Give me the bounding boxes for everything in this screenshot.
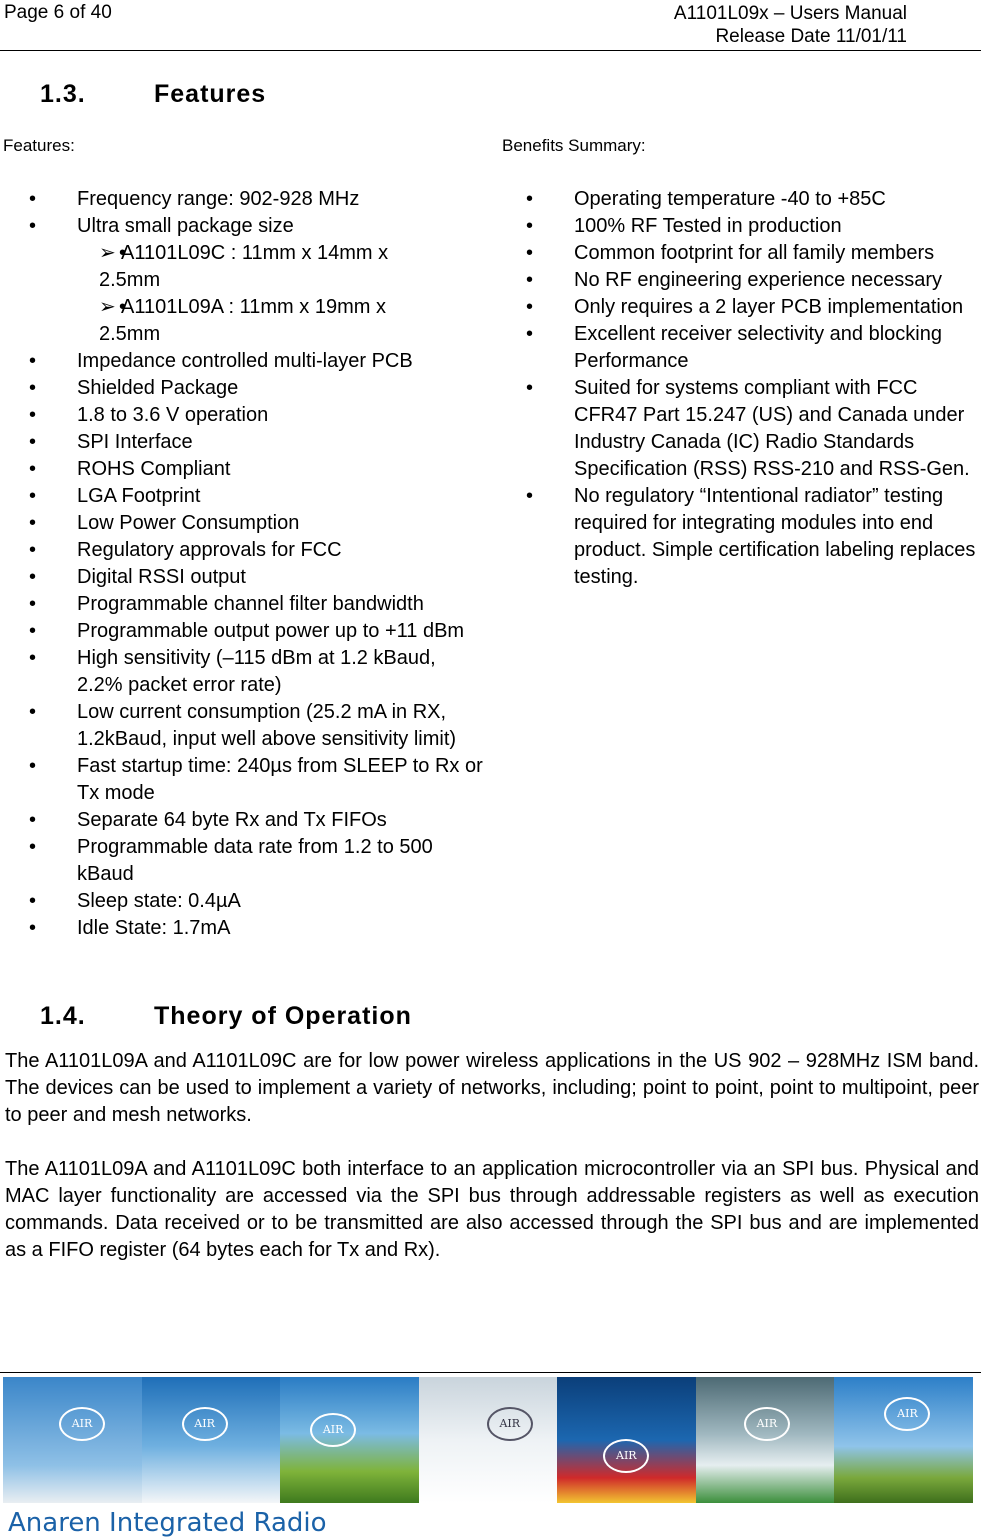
section-title: Features: [154, 80, 267, 108]
list-item: • Digital RSSI output: [3, 564, 483, 591]
list-item: • Programmable channel filter bandwidth: [3, 591, 483, 618]
section-number: 1.4.: [40, 1002, 86, 1030]
list-item: • High sensitivity (–115 dBm at 1.2 kBaud, 2.2% packet error rate): [3, 645, 483, 699]
list-item: • Programmable data rate from 1.2 to 500 kBaud: [3, 834, 483, 888]
package-size-list: [77, 240, 483, 348]
list-item: • Low current consumption (25.2 mA in RX, 1.2kBaud, input well above sensitivity limit): [3, 699, 483, 753]
arrow-bullet-icon: ➢: [99, 242, 116, 264]
list-item: • Fast startup time: 240µs from SLEEP to Rx or Tx mode: [3, 753, 483, 807]
release-date: Release Date 11/01/11: [715, 26, 907, 47]
brand-logo-text: Anaren Integrated Radio: [8, 1508, 327, 1538]
benefits-list: [500, 186, 978, 591]
air-logo-icon: AIR: [884, 1397, 930, 1431]
list-item: [3, 213, 483, 348]
list-item: • Common footprint for all family members: [500, 240, 978, 267]
list-item: • Excellent receiver selectivity and blocking Performance: [500, 321, 978, 375]
document-header: [674, 2, 907, 48]
list-item-text: Ultra small package size: [77, 215, 294, 237]
sub-list-item: [93, 240, 409, 294]
list-item: • Programmable output power up to +11 dBm: [3, 618, 483, 645]
document-title: A1101L09x – Users Manual: [673, 3, 907, 24]
arrow-bullet-icon: ➢: [99, 296, 116, 318]
air-logo-icon: AIR: [59, 1407, 105, 1441]
list-item: • ROHS Compliant: [3, 456, 483, 483]
air-logo-icon: AIR: [487, 1407, 533, 1441]
air-logo-icon: AIR: [744, 1407, 790, 1441]
section-number: 1.3.: [40, 80, 86, 108]
banner-photo-ski: [142, 1377, 281, 1503]
list-item: • Shielded Package: [3, 375, 483, 402]
sub-list-item: [93, 294, 409, 348]
section-title: Theory of Operation: [154, 1002, 412, 1030]
banner-photo-kayak: [696, 1377, 835, 1503]
sub-list-item-text: A1101L09C : 11mm x 14mm x 2.5mm: [99, 242, 389, 291]
list-item: • Regulatory approvals for FCC: [3, 537, 483, 564]
air-logo-icon: AIR: [182, 1407, 228, 1441]
footer-banner: [3, 1377, 973, 1503]
list-item: • LGA Footprint: [3, 483, 483, 510]
list-item: • Only requires a 2 layer PCB implementation: [500, 294, 978, 321]
list-item: • No regulatory “Intentional radiator” testing required for integrating modules into end product. Simple certification labeling replaces testing.: [500, 483, 978, 591]
header-divider: [0, 50, 981, 51]
list-item: • Low Power Consumption: [3, 510, 483, 537]
features-column: [3, 132, 483, 942]
benefits-heading: Benefits Summary:: [502, 136, 646, 155]
list-item: • Sleep state: 0.4µA: [3, 888, 483, 915]
footer-divider: [0, 1372, 981, 1373]
page-number: Page 6 of 40: [4, 2, 112, 23]
list-item: • No RF engineering experience necessary: [500, 267, 978, 294]
list-item: • Impedance controlled multi-layer PCB: [3, 348, 483, 375]
list-item: • Idle State: 1.7mA: [3, 915, 483, 942]
features-list: [3, 186, 483, 942]
theory-paragraph-2: The A1101L09A and A1101L09C both interface to an application microcontroller via an SPI bus. Physical and MAC layer functionality are accessed via the SPI bus through addressable registers as well as execution commands. Data received or to be transmitted are also accessed through the SPI bus and are implemented as a FIFO register (64 bytes each for Tx and Rx).: [5, 1158, 979, 1261]
banner-photo-skateboard: [3, 1377, 142, 1503]
sub-list-item-text: A1101L09A : 11mm x 19mm x 2.5mm: [99, 296, 386, 345]
theory-paragraph-1: The A1101L09A and A1101L09C are for low power wireless applications in the US 902 – 928MHz ISM band. The devices can be used to implement a variety of networks, including; point to point, point to multipoint, peer to peer and mesh networks.: [5, 1050, 979, 1126]
banner-photo-snowboard: [419, 1377, 558, 1503]
theory-section-heading: [40, 1002, 412, 1031]
list-item: • 100% RF Tested in production: [500, 213, 978, 240]
list-item: • SPI Interface: [3, 429, 483, 456]
features-section-heading: [40, 80, 266, 109]
air-logo-icon: AIR: [310, 1413, 356, 1447]
list-item: • Frequency range: 902-928 MHz: [3, 186, 483, 213]
banner-photo-windsurf: [557, 1377, 696, 1503]
features-heading: Features:: [3, 136, 75, 155]
list-item: • Separate 64 byte Rx and Tx FIFOs: [3, 807, 483, 834]
banner-photo-bike: [280, 1377, 419, 1503]
air-logo-icon: AIR: [603, 1439, 649, 1473]
list-item: • Operating temperature -40 to +85C: [500, 186, 978, 213]
banner-photo-rollerblade: [834, 1377, 973, 1503]
list-item: • 1.8 to 3.6 V operation: [3, 402, 483, 429]
benefits-column: [500, 132, 978, 591]
list-item: • Suited for systems compliant with FCC CFR47 Part 15.247 (US) and Canada under Industry Canada (IC) Radio Standards Specification (RSS) RSS-210 and RSS-Gen.: [500, 375, 978, 483]
